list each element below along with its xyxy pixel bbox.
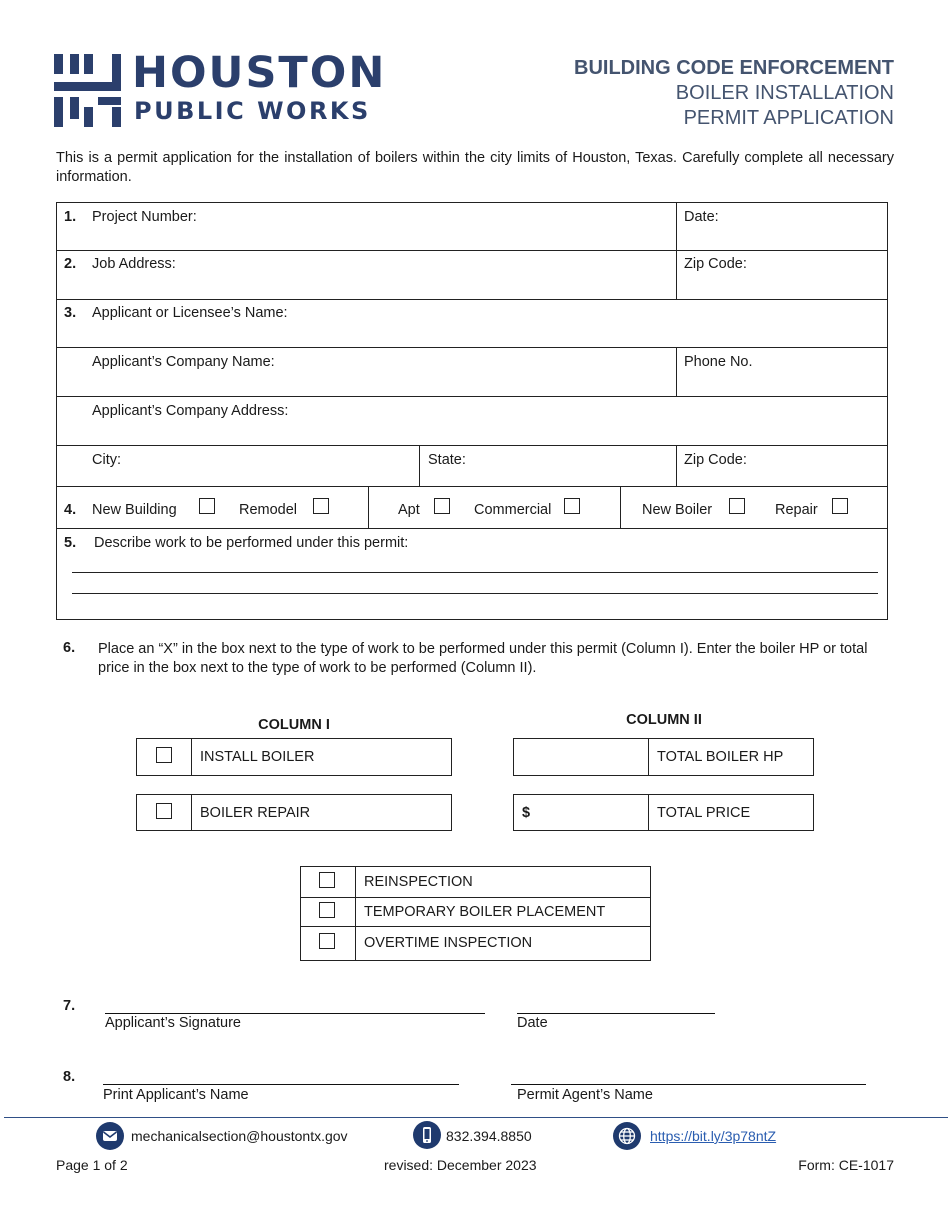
city-field[interactable] [130,449,416,483]
install-boiler-label: INSTALL BOILER [200,749,315,765]
phone-label: Phone No. [684,354,753,370]
state-field[interactable] [472,449,674,483]
temporary-boiler-checkbox[interactable] [319,902,335,918]
commercial-label: Commercial [474,502,552,518]
email-icon [96,1122,124,1150]
describe-work-label: Describe work to be performed under this permit: [94,535,409,551]
describe-line-1[interactable] [72,572,878,573]
item-number-4: 4. [64,502,77,518]
signature-date-label: Date [517,1015,548,1031]
header-title: BUILDING CODE ENFORCEMENT [574,57,894,79]
new-building-label: New Building [92,502,177,518]
install-boiler-checkbox[interactable] [156,747,172,763]
item-number-1: 1. [64,209,77,225]
form-number: Form: CE-1017 [798,1157,894,1173]
new-boiler-label: New Boiler [642,502,713,518]
houston-logo-mark [54,54,122,127]
overtime-inspection-label: OVERTIME INSPECTION [364,935,533,951]
phone-field[interactable] [677,372,887,394]
applicant-signature-label: Applicant’s Signature [105,1015,241,1031]
company-name-label: Applicant’s Company Name: [92,354,275,370]
page-number: Page 1 of 2 [56,1157,128,1173]
remodel-label: Remodel [239,502,298,518]
item-number-6: 6. [63,640,76,656]
apt-checkbox[interactable] [434,498,450,514]
logo-houston: HOUSTON [132,48,387,98]
repair-label: Repair [775,502,818,518]
column-1-heading: COLUMN I [258,717,330,733]
print-name-line[interactable] [103,1084,459,1085]
apt-label: Apt [398,502,420,518]
reinspection-checkbox[interactable] [319,872,335,888]
describe-line-2[interactable] [72,593,878,594]
item-number-7: 7. [63,998,76,1014]
permit-agent-label: Permit Agent’s Name [517,1087,653,1103]
project-number-label: Project Number: [92,209,197,225]
job-address-label: Job Address: [92,256,176,272]
phone-icon [413,1121,441,1149]
footer-link[interactable]: https://bit.ly/3p78ntZ [650,1128,777,1144]
footer-divider [4,1117,948,1118]
reinspection-label: REINSPECTION [364,874,473,890]
footer-phone[interactable]: 832.394.8850 [446,1128,532,1144]
company-name-field[interactable] [57,372,675,394]
column-2-heading: COLUMN II [626,712,702,728]
globe-icon [613,1122,641,1150]
item-number-3: 3. [64,305,77,321]
temporary-boiler-label: TEMPORARY BOILER PLACEMENT [364,904,606,920]
city-label: City: [92,452,121,468]
date-label: Date: [684,209,719,225]
commercial-checkbox[interactable] [564,498,580,514]
boiler-repair-label: BOILER REPAIR [200,805,311,821]
total-boiler-hp-field[interactable] [514,739,647,775]
header-subtitle-1: BOILER INSTALLATION [675,82,894,104]
new-boiler-checkbox[interactable] [729,498,745,514]
state-label: State: [428,452,466,468]
project-number-field[interactable] [57,227,675,249]
remodel-checkbox[interactable] [313,498,329,514]
item-number-2: 2. [64,256,77,272]
company-zip-label: Zip Code: [684,452,747,468]
total-price-label: TOTAL PRICE [657,805,751,821]
total-price-field[interactable] [536,795,647,830]
applicant-name-field[interactable] [57,323,887,345]
print-name-label: Print Applicant’s Name [103,1087,249,1103]
section6-instructions: Place an “X” in the box next to the type of work to be performed under this permit (Column I). Enter the boiler HP or total price in the box next to the type of work to be performed (Column II). [98,641,868,676]
repair-checkbox[interactable] [832,498,848,514]
revised-date: revised: December 2023 [384,1157,537,1173]
dollar-sign: $ [522,805,531,821]
job-address-field[interactable] [57,275,675,297]
footer-email[interactable]: mechanicalsection@houstontx.gov [131,1128,348,1144]
new-building-checkbox[interactable] [199,498,215,514]
applicant-name-label: Applicant or Licensee’s Name: [92,305,288,321]
job-zip-field[interactable] [677,275,887,297]
signature-date-line[interactable] [517,1013,715,1014]
company-address-field[interactable] [57,421,887,443]
item-number-5: 5. [64,535,77,551]
job-zip-label: Zip Code: [684,256,747,272]
boiler-repair-checkbox[interactable] [156,803,172,819]
total-boiler-hp-label: TOTAL BOILER HP [657,749,784,765]
overtime-inspection-checkbox[interactable] [319,933,335,949]
item-number-8: 8. [63,1069,76,1085]
date-field[interactable] [677,227,887,249]
company-zip-field[interactable] [750,449,886,483]
applicant-signature-line[interactable] [105,1013,485,1014]
company-address-label: Applicant’s Company Address: [92,403,289,419]
logo-public-works: PUBLIC WORKS [134,97,371,125]
permit-agent-line[interactable] [511,1084,866,1085]
intro-text: This is a permit application for the installation of boilers within the city limits of Houston, Texas. Carefully complete all necessary information. [56,150,894,185]
header-subtitle-2: PERMIT APPLICATION [683,107,894,129]
